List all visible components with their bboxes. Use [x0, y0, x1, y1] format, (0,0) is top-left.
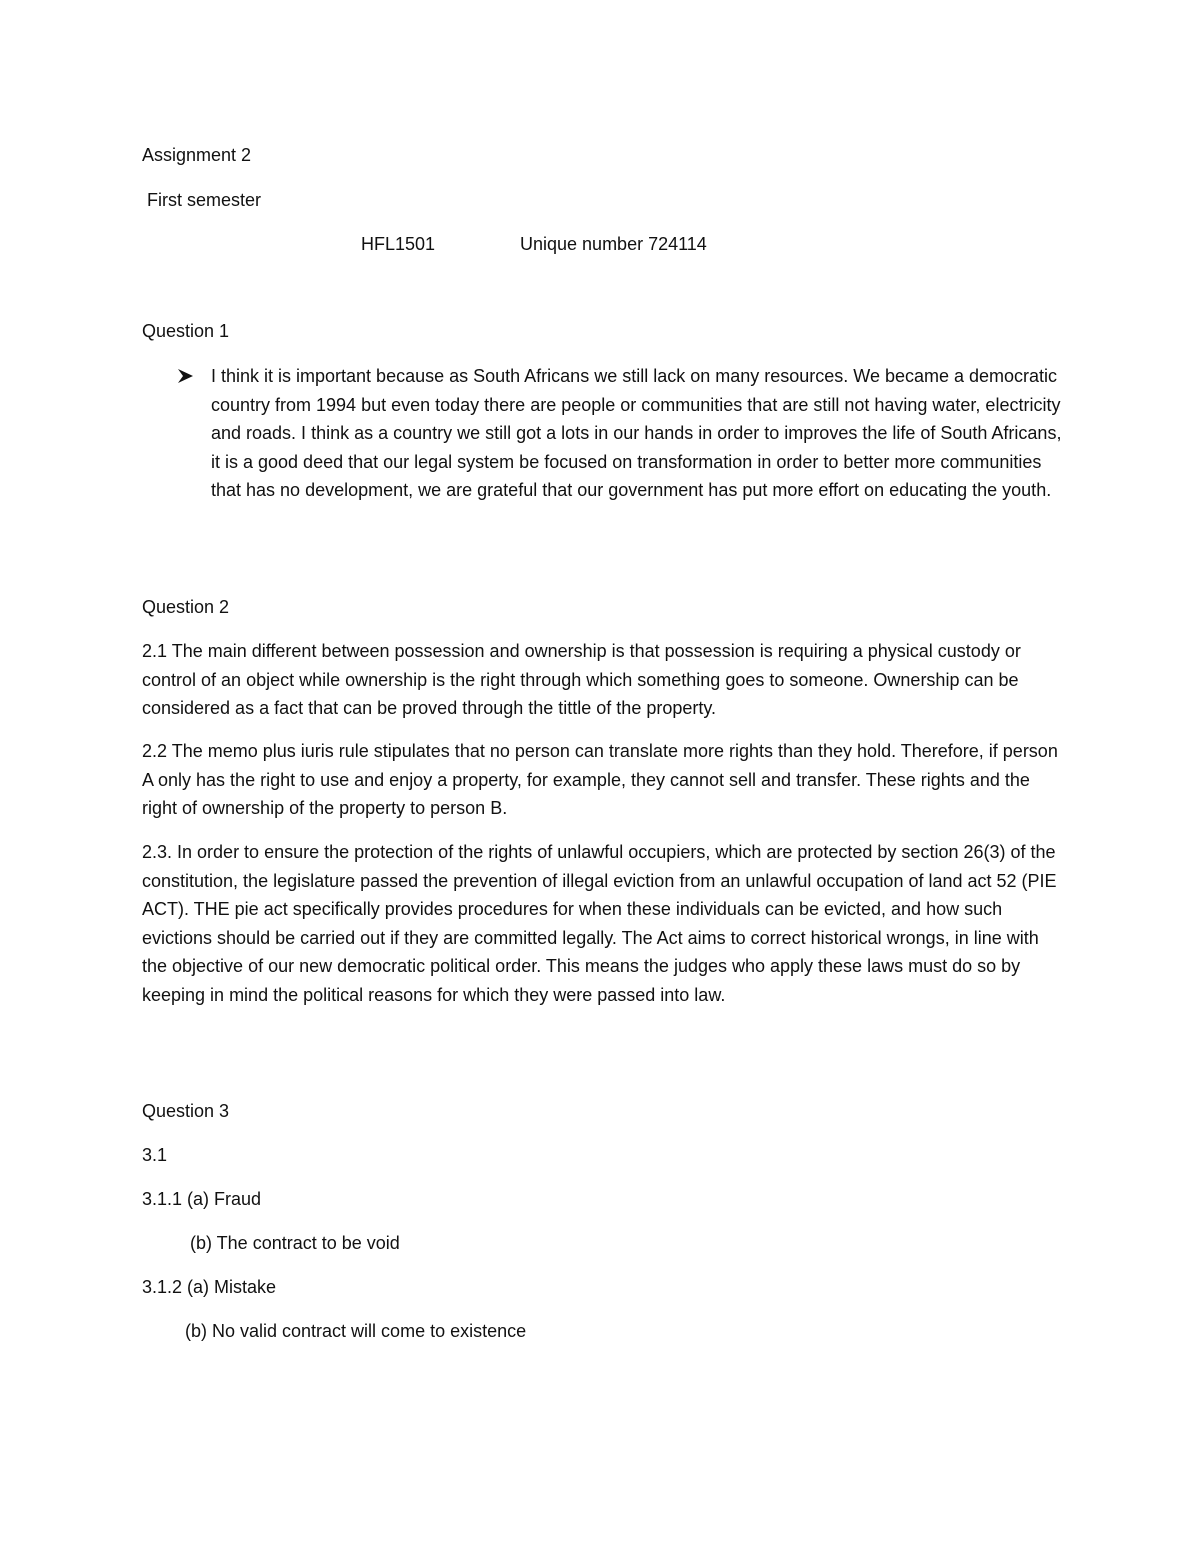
- section-3-1-label: 3.1: [142, 1145, 168, 1165]
- answer-3-1-2-b: (b) No valid contract will come to existence: [185, 1321, 527, 1341]
- unique-number: Unique number 724114: [520, 234, 707, 254]
- question-1-answer: I think it is important because as South Africans we still lack on many resources. We became a democratic country from 1994 but even today there are people or communities that are still not having water, electricity and roads. I think as a country we still got a lots in our hands in order to improves the life of South Africans, it is a good deed that our legal system be focused on transformation in order to better more communities that has no development, we are grateful that our government has put more effort on educating the youth.: [211, 366, 1062, 500]
- question-3-heading: Question 3: [142, 1101, 230, 1121]
- answer-3-1-1-b: (b) The contract to be void: [190, 1233, 400, 1253]
- semester-label: First semester: [147, 190, 262, 210]
- answer-3-1-1-a: 3.1.1 (a) Fraud: [142, 1189, 262, 1209]
- arrowhead-bullet-icon: [176, 362, 196, 390]
- answer-2-2: 2.2 The memo plus iuris rule stipulates that no person can translate more rights than they hold. Therefore, if person A only has the right to use and enjoy a property, for example, they cannot sell and transfer. These rights and the right of ownership of the property to person B.: [142, 741, 1058, 818]
- answer-2-3: 2.3. In order to ensure the protection of the rights of unlawful occupiers, which are protected by section 26(3) of the constitution, the legislature passed the prevention of illegal eviction from an unlawful occupation of land act 52 (PIE ACT). THE pie act specifically provides procedures for when these individuals can be evicted, and how such evictions should be carried out if they are committed legally. The Act aims to correct historical wrongs, in line with the objective of our new democratic political order. This means the judges who apply these laws must do so by keeping in mind the political reasons for which they were passed into law.: [142, 842, 1057, 1005]
- course-code: HFL1501: [361, 234, 436, 254]
- question-1-heading: Question 1: [142, 321, 230, 341]
- answer-3-1-2-a: 3.1.2 (a) Mistake: [142, 1277, 277, 1297]
- assignment-title: Assignment 2: [142, 145, 252, 165]
- question-2-heading: Question 2: [142, 597, 230, 617]
- answer-2-1: 2.1 The main different between possession and ownership is that possession is requiring a physical custody or control of an object while ownership is the right through which something goes to someone. Ownership can be considered as a fact that can be proved through the tittle of the property.: [142, 641, 1021, 718]
